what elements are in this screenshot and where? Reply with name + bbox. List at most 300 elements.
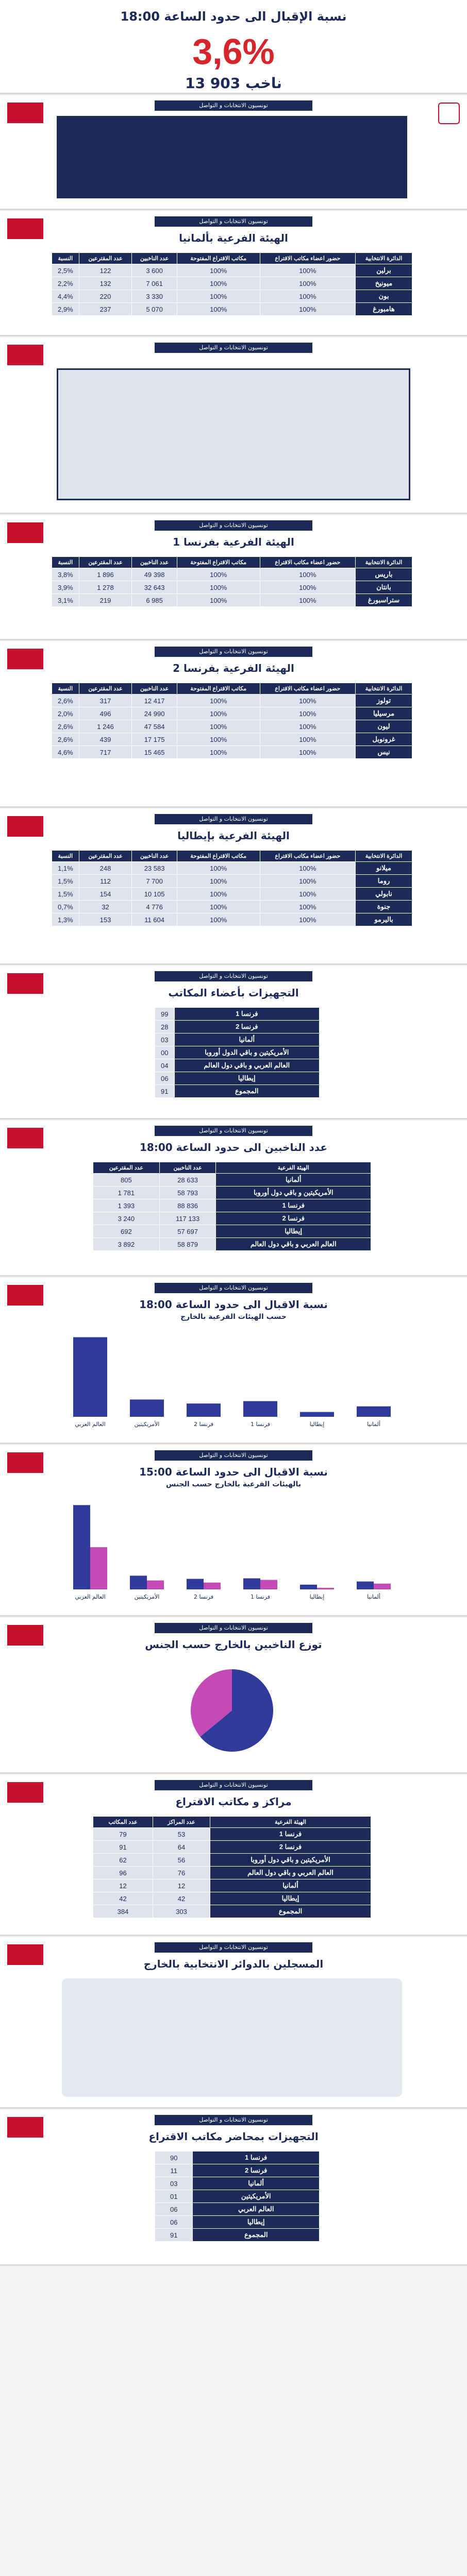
cell: 219 bbox=[79, 594, 132, 607]
cell: 88 836 bbox=[159, 1199, 216, 1212]
tagline: تونسيون الانتخابات و التواصل bbox=[155, 100, 312, 111]
cell: 1,5% bbox=[52, 875, 79, 888]
gender-bar-chart bbox=[62, 1497, 402, 1605]
cell: 117 133 bbox=[159, 1212, 216, 1225]
cell: 2,2% bbox=[52, 277, 79, 290]
bar bbox=[130, 1399, 164, 1417]
cell: ستراسبورغ bbox=[356, 594, 412, 607]
col-attendance: حضور اعضاء مكاتب الاقتراع bbox=[260, 851, 355, 862]
cell: نابولي bbox=[356, 888, 412, 901]
cell: 100% bbox=[177, 862, 260, 875]
table-row bbox=[52, 594, 412, 607]
slide-turnout-chart bbox=[0, 1278, 467, 1444]
cell: 4,4% bbox=[52, 290, 79, 303]
cell: 3,1% bbox=[52, 594, 79, 607]
cell: 00 bbox=[155, 1046, 175, 1059]
tagline: تونسيون الانتخابات و التواصل bbox=[155, 216, 312, 227]
cell: 06 bbox=[155, 2203, 193, 2216]
cell: 717 bbox=[79, 746, 132, 759]
minutes-table bbox=[155, 2151, 320, 2242]
cell: 439 bbox=[79, 733, 132, 746]
col-district: الدائرة الانتخابية bbox=[356, 851, 412, 862]
slide-americas-europe bbox=[0, 337, 467, 514]
cell: 248 bbox=[79, 862, 132, 875]
table-row bbox=[52, 888, 412, 901]
minutes-title: التجهيزات بمحاضر مكاتب الاقتراع bbox=[148, 2130, 319, 2143]
cell: 100% bbox=[177, 277, 260, 290]
cell: 122 bbox=[79, 264, 132, 277]
map-title: المسجلين بالدوائر الانتخابية بالخارج bbox=[143, 1958, 324, 1970]
cell: 100% bbox=[177, 913, 260, 926]
col-open: مكاتب الاقتراع المفتوحة bbox=[177, 683, 260, 694]
tick-label: ألمانيا bbox=[367, 1594, 380, 1600]
italy-title: الهيئة الفرعية بإيطاليا bbox=[177, 829, 290, 842]
bar bbox=[300, 1585, 317, 1589]
cell: 7 700 bbox=[132, 875, 177, 888]
cell: 100% bbox=[260, 594, 355, 607]
table-row bbox=[93, 1187, 371, 1199]
table-row bbox=[52, 913, 412, 926]
cell: 100% bbox=[177, 707, 260, 720]
cell: 79 bbox=[93, 1828, 153, 1841]
tagline: تونسيون الانتخابات و التواصل bbox=[155, 1283, 312, 1293]
cell: 100% bbox=[260, 581, 355, 594]
cell: 1,3% bbox=[52, 913, 79, 926]
turnout-bar-chart bbox=[62, 1329, 402, 1432]
tick-label: العالم العربي bbox=[75, 1594, 106, 1600]
voters-table bbox=[93, 1162, 371, 1251]
cell: 3,8% bbox=[52, 568, 79, 581]
table-row bbox=[52, 746, 412, 759]
gender-chart-subtitle: بالهيئات الفرعية بالخارج حسب الجنس bbox=[166, 1480, 301, 1488]
bar bbox=[357, 1582, 374, 1589]
turnout-chart-title: نسبة الاقبال الى حدود الساعة 18:00 bbox=[139, 1298, 328, 1311]
cell: باليرمو bbox=[356, 913, 412, 926]
cell: 220 bbox=[79, 290, 132, 303]
turnout-title: نسبة الإقبال الى حدود الساعة 18:00 bbox=[120, 9, 347, 24]
col-registered: عدد الناخبين bbox=[132, 253, 177, 264]
isie-logo bbox=[7, 1782, 43, 1803]
cell: العالم العربي و باقي دول العالم bbox=[216, 1238, 371, 1251]
cell: 62 bbox=[93, 1854, 153, 1867]
cell: الأمريكيتين و باقي دول أوروبا bbox=[216, 1187, 371, 1199]
col-voted: عدد المقترعين bbox=[79, 683, 132, 694]
cell: 132 bbox=[79, 277, 132, 290]
cell: 12 bbox=[153, 1879, 210, 1892]
cell: 1,5% bbox=[52, 888, 79, 901]
cell: جنوة bbox=[356, 901, 412, 913]
table-row bbox=[155, 2203, 320, 2216]
cell: 3 600 bbox=[132, 264, 177, 277]
tagline: تونسيون الانتخابات و التواصل bbox=[155, 1126, 312, 1136]
tagline: تونسيون الانتخابات و التواصل bbox=[155, 2115, 312, 2125]
isie-logo bbox=[7, 1285, 43, 1306]
secondary-logo bbox=[438, 103, 460, 124]
italy-table bbox=[52, 850, 412, 926]
cell: 100% bbox=[260, 303, 355, 316]
cell: 57 697 bbox=[159, 1225, 216, 1238]
cell: 12 417 bbox=[132, 694, 177, 707]
table-row bbox=[52, 875, 412, 888]
cell: 692 bbox=[93, 1225, 160, 1238]
col-registered: عدد الناخبين bbox=[132, 851, 177, 862]
tagline: تونسيون الانتخابات و التواصل bbox=[155, 1780, 312, 1790]
table-row bbox=[52, 568, 412, 581]
col-registered: عدد الناخبين bbox=[132, 683, 177, 694]
cell: 1 246 bbox=[79, 720, 132, 733]
col-registered: عدد الناخبين bbox=[159, 1162, 216, 1174]
tagline: تونسيون الانتخابات و التواصل bbox=[155, 1450, 312, 1461]
bar bbox=[260, 1580, 277, 1589]
slide-italy bbox=[0, 809, 467, 965]
tick-label: فرنسا 1 bbox=[250, 1421, 271, 1428]
cell: 53 bbox=[153, 1828, 210, 1841]
tagline: تونسيون الانتخابات و التواصل bbox=[155, 647, 312, 657]
table-row bbox=[52, 901, 412, 913]
col-open: مكاتب الاقتراع المفتوحة bbox=[177, 253, 260, 264]
cell: روما bbox=[356, 875, 412, 888]
cell: الأمريكيتين bbox=[193, 2190, 320, 2203]
col-attendance: حضور اعضاء مكاتب الاقتراع bbox=[260, 683, 355, 694]
col-open: مكاتب الاقتراع المفتوحة bbox=[177, 557, 260, 568]
col-attendance: حضور اعضاء مكاتب الاقتراع bbox=[260, 557, 355, 568]
cell: إيطاليا bbox=[193, 2216, 320, 2229]
bar bbox=[243, 1401, 277, 1417]
cell: مرسيليا bbox=[356, 707, 412, 720]
cell: 28 633 bbox=[159, 1174, 216, 1187]
slide-germany bbox=[0, 211, 467, 336]
cell: 32 bbox=[79, 901, 132, 913]
tick-label: فرنسا 1 bbox=[250, 1594, 271, 1600]
cell: 100% bbox=[177, 888, 260, 901]
cell: 91 bbox=[155, 2229, 193, 2242]
table-row bbox=[93, 1199, 371, 1212]
cell: بانتان bbox=[356, 581, 412, 594]
bar bbox=[204, 1583, 221, 1589]
bar bbox=[300, 1412, 334, 1417]
bar bbox=[357, 1406, 391, 1417]
cell: 03 bbox=[155, 2177, 193, 2190]
americas-table bbox=[57, 368, 410, 500]
cell: 04 bbox=[155, 1059, 175, 1072]
tick-label: العالم العربي bbox=[75, 1421, 106, 1428]
bar bbox=[73, 1505, 90, 1589]
col-ratio: النسبة bbox=[52, 557, 79, 568]
cell: فرنسا 1 bbox=[193, 2151, 320, 2164]
table-row bbox=[155, 1085, 320, 1098]
cell: 100% bbox=[260, 707, 355, 720]
cell: 91 bbox=[155, 1085, 175, 1098]
cell: 100% bbox=[260, 568, 355, 581]
isie-logo bbox=[7, 345, 43, 365]
col-voted: عدد المقترعين bbox=[79, 253, 132, 264]
turnout-chart-subtitle: حسب الهيئات الفرعية بالخارج bbox=[180, 1313, 287, 1321]
cell: 100% bbox=[260, 862, 355, 875]
cell: 10 105 bbox=[132, 888, 177, 901]
cell: ألمانيا bbox=[174, 1033, 319, 1046]
isie-logo bbox=[7, 1452, 43, 1473]
france2-title: الهيئة الفرعية بفرنسا 2 bbox=[173, 662, 294, 674]
cell: 100% bbox=[260, 746, 355, 759]
cell: فرنسا 2 bbox=[216, 1212, 371, 1225]
cell: 2,9% bbox=[52, 303, 79, 316]
cell: المجموع bbox=[174, 1085, 319, 1098]
cell: 100% bbox=[177, 901, 260, 913]
slide-gender-pie bbox=[0, 1618, 467, 1774]
table-row bbox=[93, 1841, 371, 1854]
cell: إيطاليا bbox=[210, 1892, 371, 1905]
table-row bbox=[52, 694, 412, 707]
slide-staffing bbox=[0, 966, 467, 1120]
cell: 100% bbox=[177, 720, 260, 733]
table-row bbox=[93, 1867, 371, 1879]
cell: 112 bbox=[79, 875, 132, 888]
world-map bbox=[62, 1978, 402, 2097]
cell: 1 896 bbox=[79, 568, 132, 581]
cell: ألمانيا bbox=[216, 1174, 371, 1187]
cell: 100% bbox=[260, 720, 355, 733]
table-row bbox=[93, 1238, 371, 1251]
table-row bbox=[93, 1174, 371, 1187]
cell: فرنسا 2 bbox=[193, 2164, 320, 2177]
table-row bbox=[155, 2216, 320, 2229]
cell: المجموع bbox=[210, 1905, 371, 1918]
cell: 96 bbox=[93, 1867, 153, 1879]
centers-title: مراكز و مكاتب الاقتراع bbox=[175, 1795, 292, 1808]
cell: بون bbox=[356, 290, 412, 303]
bar bbox=[243, 1579, 260, 1589]
tick-label: فرنسا 2 bbox=[193, 1594, 214, 1600]
table-row bbox=[155, 1008, 320, 1021]
cell: 100% bbox=[260, 733, 355, 746]
table-row bbox=[93, 1212, 371, 1225]
cell: 32 643 bbox=[132, 581, 177, 594]
slide-turnout bbox=[0, 0, 467, 94]
cell: 03 bbox=[155, 1033, 175, 1046]
table-row bbox=[93, 1225, 371, 1238]
cell: 100% bbox=[177, 264, 260, 277]
cell: 100% bbox=[260, 277, 355, 290]
cell: 42 bbox=[153, 1892, 210, 1905]
isie-logo bbox=[7, 1944, 43, 1965]
cell: هامبورغ bbox=[356, 303, 412, 316]
col-subcommittee: الهيئة الفرعية bbox=[216, 1162, 371, 1174]
cell: 2,6% bbox=[52, 720, 79, 733]
gender-chart-title: نسبة الاقبال الى حدود الساعة 15:00 bbox=[139, 1466, 328, 1478]
cell: 76 bbox=[153, 1867, 210, 1879]
isie-logo bbox=[7, 218, 43, 239]
cell: 303 bbox=[153, 1905, 210, 1918]
cell: 100% bbox=[177, 694, 260, 707]
table-row bbox=[155, 1072, 320, 1085]
table-row bbox=[52, 581, 412, 594]
cell: 3 240 bbox=[93, 1212, 160, 1225]
bar bbox=[147, 1581, 164, 1589]
tagline: تونسيون الانتخابات و التواصل bbox=[155, 971, 312, 981]
cell: 154 bbox=[79, 888, 132, 901]
table-row bbox=[155, 1059, 320, 1072]
cell: 11 bbox=[155, 2164, 193, 2177]
cell: إيطاليا bbox=[216, 1225, 371, 1238]
cell: 100% bbox=[177, 733, 260, 746]
france2-table bbox=[52, 683, 412, 759]
cell: 99 bbox=[155, 1008, 175, 1021]
table-row bbox=[93, 1879, 371, 1892]
cell: باريس bbox=[356, 568, 412, 581]
cell: 17 175 bbox=[132, 733, 177, 746]
table-row bbox=[93, 1854, 371, 1867]
cell: ألمانيا bbox=[210, 1879, 371, 1892]
germany-title: الهيئة الفرعية بألمانيا bbox=[179, 232, 288, 244]
cell: 100% bbox=[177, 303, 260, 316]
cell: 100% bbox=[177, 568, 260, 581]
cell: 496 bbox=[79, 707, 132, 720]
cell: 24 990 bbox=[132, 707, 177, 720]
isie-logo bbox=[7, 2117, 43, 2138]
cell: 1 781 bbox=[93, 1187, 160, 1199]
world-table bbox=[57, 116, 407, 198]
bar bbox=[187, 1403, 221, 1417]
bar bbox=[90, 1547, 107, 1589]
tick-label: فرنسا 2 bbox=[193, 1421, 214, 1428]
col-voted: عدد المقترعين bbox=[79, 557, 132, 568]
col-district: الدائرة الانتخابية bbox=[356, 557, 412, 568]
gender-pie-chart bbox=[155, 1659, 309, 1762]
cell: 3 330 bbox=[132, 290, 177, 303]
bar bbox=[187, 1579, 204, 1589]
cell: 2,6% bbox=[52, 733, 79, 746]
table-row bbox=[155, 2177, 320, 2190]
slide-map bbox=[0, 1937, 467, 2109]
col-voted: عدد المقترعين bbox=[79, 851, 132, 862]
cell: 2,0% bbox=[52, 707, 79, 720]
col-ratio: النسبة bbox=[52, 683, 79, 694]
cell: فرنسا 2 bbox=[174, 1021, 319, 1033]
cell: فرنسا 1 bbox=[216, 1199, 371, 1212]
table-row bbox=[52, 264, 412, 277]
col-voted: عدد المقترعين bbox=[93, 1162, 160, 1174]
cell: 100% bbox=[260, 888, 355, 901]
col-district: الدائرة الانتخابية bbox=[356, 253, 412, 264]
cell: 0,7% bbox=[52, 901, 79, 913]
cell: 23 583 bbox=[132, 862, 177, 875]
col-ratio: النسبة bbox=[52, 253, 79, 264]
slide-france1 bbox=[0, 515, 467, 640]
cell: 58 879 bbox=[159, 1238, 216, 1251]
col-district: الدائرة الانتخابية bbox=[356, 683, 412, 694]
cell: 100% bbox=[177, 290, 260, 303]
cell: تولوز bbox=[356, 694, 412, 707]
germany-table bbox=[52, 252, 412, 316]
table-row bbox=[93, 1892, 371, 1905]
cell: 06 bbox=[155, 1072, 175, 1085]
france1-title: الهيئة الفرعية بفرنسا 1 bbox=[173, 536, 294, 548]
tagline: تونسيون الانتخابات و التواصل bbox=[155, 1623, 312, 1633]
tagline: تونسيون الانتخابات و التواصل bbox=[155, 1942, 312, 1953]
slide-voters-subcommittee bbox=[0, 1121, 467, 1277]
cell: العالم العربي و باقي دول العالم bbox=[174, 1059, 319, 1072]
pie-title: توزع الناخبين بالخارج حسب الجنس bbox=[145, 1638, 322, 1651]
cell: 01 bbox=[155, 2190, 193, 2203]
cell: 153 bbox=[79, 913, 132, 926]
table-row bbox=[155, 1033, 320, 1046]
cell: 3 892 bbox=[93, 1238, 160, 1251]
cell: 91 bbox=[93, 1841, 153, 1854]
cell: الأمريكيتين و باقي الدول أوروبا bbox=[174, 1046, 319, 1059]
col-offices: عدد المكاتب bbox=[93, 1817, 153, 1828]
cell: 2,6% bbox=[52, 694, 79, 707]
voters-count: 13 903 ناخب bbox=[185, 75, 282, 92]
cell: 90 bbox=[155, 2151, 193, 2164]
bar bbox=[374, 1584, 391, 1589]
col-open: مكاتب الاقتراع المفتوحة bbox=[177, 851, 260, 862]
slide-gender-chart bbox=[0, 1445, 467, 1617]
isie-logo bbox=[7, 1128, 43, 1148]
tick-label: إيطاليا bbox=[309, 1594, 325, 1600]
cell: 64 bbox=[153, 1841, 210, 1854]
centers-table bbox=[93, 1816, 371, 1918]
cell: 3,9% bbox=[52, 581, 79, 594]
table-row bbox=[93, 1905, 371, 1918]
table-row bbox=[52, 707, 412, 720]
cell: العالم العربي bbox=[193, 2203, 320, 2216]
table-row bbox=[155, 1046, 320, 1059]
isie-logo bbox=[7, 1625, 43, 1646]
cell: 4,6% bbox=[52, 746, 79, 759]
cell: إيطاليا bbox=[174, 1072, 319, 1085]
cell: ليون bbox=[356, 720, 412, 733]
table-row bbox=[52, 303, 412, 316]
cell: ميلانو bbox=[356, 862, 412, 875]
cell: ألمانيا bbox=[193, 2177, 320, 2190]
cell: 42 bbox=[93, 1892, 153, 1905]
cell: 237 bbox=[79, 303, 132, 316]
cell: 49 398 bbox=[132, 568, 177, 581]
cell: 1,1% bbox=[52, 862, 79, 875]
isie-logo bbox=[7, 816, 43, 837]
cell: 100% bbox=[260, 901, 355, 913]
cell: فرنسا 2 bbox=[210, 1841, 371, 1854]
turnout-percent: 3,6% bbox=[192, 31, 275, 72]
cell: غرونوبل bbox=[356, 733, 412, 746]
cell: 100% bbox=[177, 875, 260, 888]
france1-table bbox=[52, 556, 412, 607]
cell: فرنسا 1 bbox=[210, 1828, 371, 1841]
cell: ميونيخ bbox=[356, 277, 412, 290]
table-row bbox=[52, 733, 412, 746]
cell: 1 278 bbox=[79, 581, 132, 594]
cell: 317 bbox=[79, 694, 132, 707]
isie-logo bbox=[7, 522, 43, 543]
cell: 2,5% bbox=[52, 264, 79, 277]
cell: الأمريكيتين و باقي دول أوروبا bbox=[210, 1854, 371, 1867]
cell: فرنسا 1 bbox=[174, 1008, 319, 1021]
cell: 4 776 bbox=[132, 901, 177, 913]
col-subcommittee: الهيئة الفرعية bbox=[210, 1817, 371, 1828]
cell: 805 bbox=[93, 1174, 160, 1187]
cell: برلين bbox=[356, 264, 412, 277]
cell: 56 bbox=[153, 1854, 210, 1867]
table-row bbox=[155, 1021, 320, 1033]
cell: 7 061 bbox=[132, 277, 177, 290]
cell: 28 bbox=[155, 1021, 175, 1033]
bar bbox=[130, 1575, 147, 1589]
table-row bbox=[155, 2190, 320, 2203]
table-row bbox=[52, 277, 412, 290]
tick-label: الأمريكيتين bbox=[134, 1421, 160, 1428]
table-row bbox=[52, 290, 412, 303]
tagline: تونسيون الانتخابات و التواصل bbox=[155, 343, 312, 353]
